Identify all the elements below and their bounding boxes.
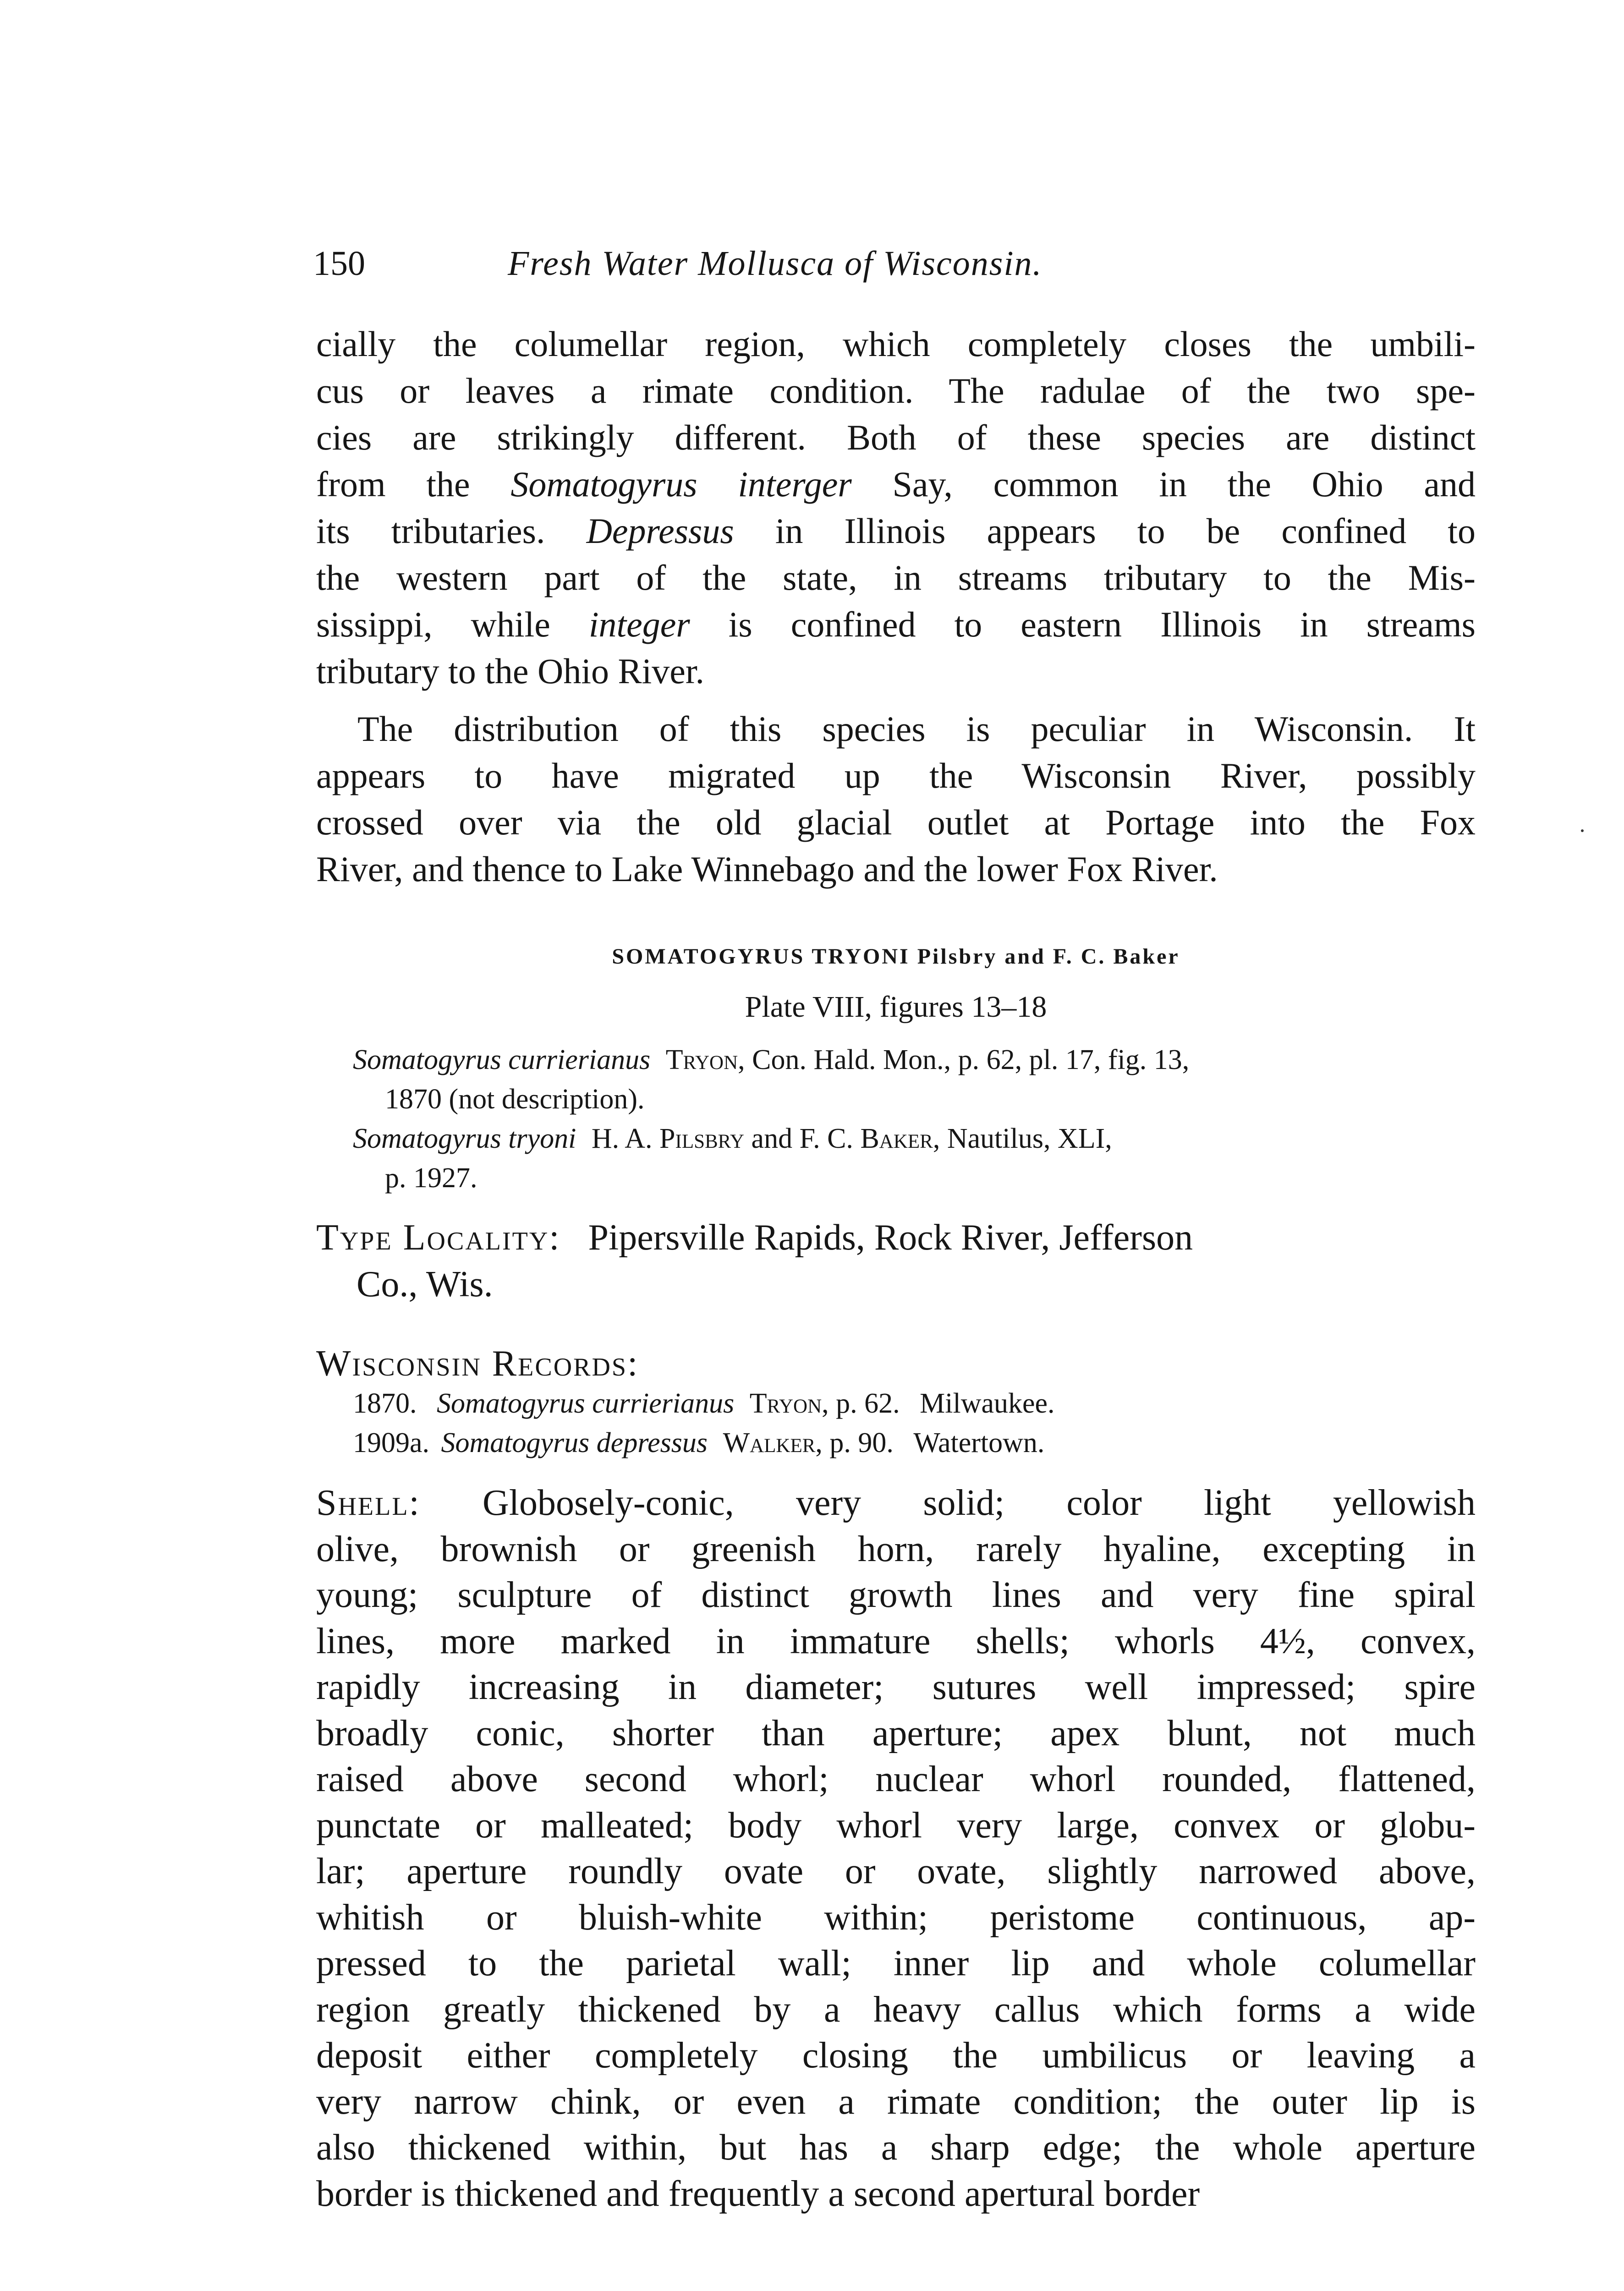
text-line: The distribution of this species is peculiar in Wisconsin. It (357, 709, 1476, 749)
record-entry (353, 1384, 1055, 1423)
record-name: Somatogyrus currierianus (437, 1388, 735, 1419)
text-line: appears to have migrated up the Wisconsin River, possibly (316, 756, 1476, 795)
record-place: Watertown. (913, 1427, 1045, 1458)
species-heading: SOMATOGYRUS TRYONI Pilsbry and F. C. Baker (612, 944, 1180, 969)
running-title: Fresh Water Mollusca of Wisconsin. (508, 244, 1042, 283)
type-locality (316, 1214, 1476, 1261)
text-line: very narrow chink, or even a rimate condition; the outer lip is (316, 2081, 1476, 2122)
text-line: tributary to the Ohio River. (316, 651, 705, 691)
synonym-author-prefix: H. A. (591, 1123, 660, 1154)
record-author: Tryon (749, 1388, 822, 1419)
text-line: border is thickened and frequently a second apertural border (316, 2173, 1200, 2214)
record-name: Somatogyrus depressus (441, 1427, 708, 1458)
shell-label: Shell: (316, 1483, 421, 1523)
record-year: 1870. (353, 1388, 417, 1419)
text-line: Shell: Globosely-conic, very solid; color light yellowish (316, 1483, 1476, 1523)
page-number: 150 (313, 244, 365, 283)
type-locality-text: Pipersville Rapids, Rock River, Jefferson (588, 1217, 1193, 1258)
intro-paragraph-text (316, 321, 1476, 695)
record-place: Milwaukee. (920, 1388, 1055, 1419)
text-line: rapidly increasing in diameter; sutures well impressed; spire (316, 1667, 1476, 1707)
synonym-author-join: and F. C. (744, 1123, 861, 1154)
record-year: 1909a. (353, 1427, 430, 1458)
synonym-author-2: Baker (860, 1123, 933, 1154)
text-line: lines, more marked in immature shells; whorls 4½, convex, (316, 1621, 1476, 1661)
synonym-citation: , Nautilus, XLI, (933, 1123, 1112, 1154)
text-line: punctate or malleated; body whorl very large, convex or globu- (316, 1805, 1476, 1846)
distribution-paragraph (316, 706, 1476, 893)
text-line: its tributaries. Depressus in Illinois appears to be confined to (316, 511, 1476, 551)
text-line: sissippi, while integer is confined to eastern Illinois in streams (316, 604, 1476, 644)
intro-paragraph (316, 321, 1476, 695)
text-line: from the Somatogyrus interger Say, common in the Ohio and (316, 464, 1476, 504)
type-locality-continuation: Co., Wis. (357, 1264, 493, 1304)
text-line: lar; aperture roundly ovate or ovate, slightly narrowed above, (316, 1851, 1476, 1891)
text-line: deposit either completely closing the umbilicus or leaving a (316, 2035, 1476, 2076)
italic-term: Somatogyrus interger (510, 464, 852, 504)
text-line: cially the columellar region, which completely closes the umbili- (316, 324, 1476, 364)
synonym-entry (353, 1119, 1112, 1158)
synonym-citation: , Con. Hald. Mon., p. 62, pl. 17, fig. 13, (738, 1044, 1190, 1075)
synonym-author: Pilsbry (659, 1123, 745, 1154)
text-line: River, and thence to Lake Winnebago and the lower Fox River. (316, 849, 1218, 889)
synonym-name: Somatogyrus tryoni (353, 1123, 576, 1154)
text-line: whitish or bluish-white within; peristome continuous, ap- (316, 1897, 1476, 1938)
synonym-continuation: p. 1927. (385, 1162, 477, 1194)
italic-term: integer (588, 604, 690, 644)
synonym-continuation: 1870 (not description). (385, 1084, 645, 1115)
plate-reference: Plate VIII, figures 13–18 (745, 990, 1047, 1024)
text-line: broadly conic, shorter than aperture; apex blunt, not much (316, 1713, 1476, 1754)
record-ref: , p. 90. (815, 1427, 894, 1458)
text-line: the western part of the state, in streams tributary to the Mis- (316, 558, 1476, 597)
text-line: crossed over via the old glacial outlet at Portage into the Fox (316, 802, 1476, 842)
text-line: also thickened within, but has a sharp edge; the whole aperture (316, 2127, 1476, 2168)
record-entry (353, 1423, 1044, 1463)
shell-description (316, 1480, 1476, 2217)
type-locality-label: Type Locality: (316, 1217, 561, 1258)
text-line: cies are strikingly different. Both of these species are distinct (316, 417, 1476, 457)
synonym-name: Somatogyrus currierianus (353, 1044, 651, 1075)
text-line: raised above second whorl; nuclear whorl rounded, flattened, (316, 1759, 1476, 1799)
text-line: olive, brownish or greenish horn, rarely hyaline, excepting in (316, 1529, 1476, 1569)
wisconsin-records-label: Wisconsin Records: (316, 1343, 639, 1384)
print-speck (1581, 829, 1584, 832)
distribution-paragraph-text (316, 706, 1476, 893)
text-line: region greatly thickened by a heavy callus which forms a wide (316, 1989, 1476, 2030)
record-ref: , p. 62. (822, 1388, 900, 1419)
text-line: young; sculpture of distinct growth lines and very fine spiral (316, 1575, 1476, 1615)
record-author: Walker (723, 1427, 816, 1458)
text-line: pressed to the parietal wall; inner lip and whole columellar (316, 1943, 1476, 1984)
page-header (313, 238, 1477, 289)
synonym-author: Tryon (665, 1044, 738, 1075)
text-line: cus or leaves a rimate condition. The radulae of the two spe- (316, 371, 1476, 411)
italic-term: Depressus (586, 511, 734, 551)
synonym-entry (353, 1040, 1189, 1080)
